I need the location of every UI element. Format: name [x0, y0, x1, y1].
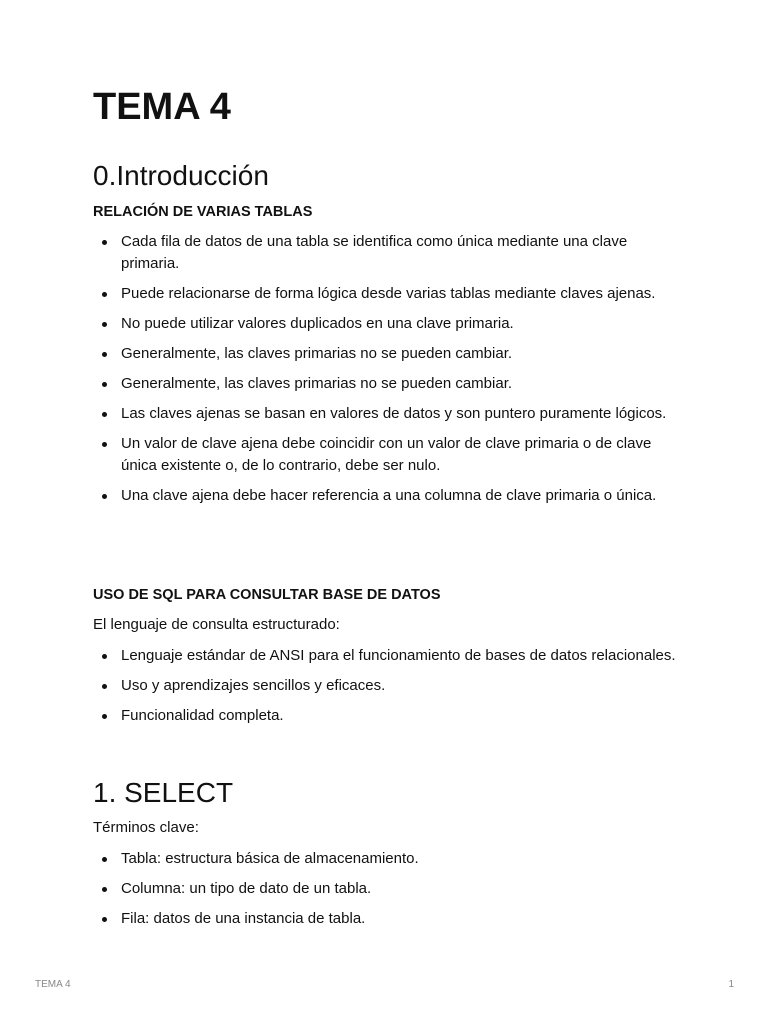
- bullet-icon: [102, 412, 107, 417]
- bullet-icon: [102, 654, 107, 659]
- list-item: Lenguaje estándar de ANSI para el funcionamiento de bases de datos relacionales.: [93, 645, 683, 667]
- list-item: Generalmente, las claves primarias no se pueden cambiar.: [93, 343, 683, 365]
- bullet-icon: [102, 857, 107, 862]
- subheading-uso-sql: USO DE SQL PARA CONSULTAR BASE DE DATOS: [93, 587, 441, 603]
- list-item: Tabla: estructura básica de almacenamiento.: [93, 848, 683, 870]
- bullet-icon: [102, 684, 107, 689]
- list-item: Una clave ajena debe hacer referencia a una columna de clave primaria o única.: [93, 485, 683, 507]
- bullet-icon: [102, 322, 107, 327]
- list-item: No puede utilizar valores duplicados en una clave primaria.: [93, 313, 683, 335]
- list-terminos-clave: [93, 848, 683, 938]
- bullet-icon: [102, 917, 107, 922]
- subheading-relacion-tablas: RELACIÓN DE VARIAS TABLAS: [93, 204, 313, 220]
- list-item: Fila: datos de una instancia de tabla.: [93, 908, 683, 930]
- list-item: Columna: un tipo de dato de un tabla.: [93, 878, 683, 900]
- footer-page-number: 1: [728, 979, 734, 990]
- list-item: Un valor de clave ajena debe coincidir con un valor de clave primaria o de clave única existente o, de lo contrario, debe ser nulo.: [93, 433, 683, 477]
- list-item: Puede relacionarse de forma lógica desde varias tablas mediante claves ajenas.: [93, 283, 683, 305]
- section-heading-select: 1. SELECT: [93, 777, 234, 808]
- bullet-icon: [102, 714, 107, 719]
- bullet-icon: [102, 887, 107, 892]
- bullet-icon: [102, 352, 107, 357]
- bullet-icon: [102, 240, 107, 245]
- section-heading-introduccion: 0.Introducción: [93, 160, 269, 191]
- list-lenguaje-consulta: [93, 645, 683, 735]
- bullet-icon: [102, 382, 107, 387]
- bullet-icon: [102, 442, 107, 447]
- list-relacion-tablas: [93, 231, 683, 515]
- bullet-icon: [102, 494, 107, 499]
- bullet-icon: [102, 292, 107, 297]
- footer-document-title: TEMA 4: [35, 979, 71, 990]
- list-item: Funcionalidad completa.: [93, 705, 683, 727]
- list-item: Las claves ajenas se basan en valores de datos y son puntero puramente lógicos.: [93, 403, 683, 425]
- list-item: Generalmente, las claves primarias no se pueden cambiar.: [93, 373, 683, 395]
- paragraph-terminos-clave: Términos clave:: [93, 819, 199, 836]
- page-title: TEMA 4: [93, 86, 231, 128]
- paragraph-lenguaje-consulta: El lenguaje de consulta estructurado:: [93, 616, 340, 633]
- list-item: Cada fila de datos de una tabla se identifica como única mediante una clave primaria.: [93, 231, 683, 275]
- list-item: Uso y aprendizajes sencillos y eficaces.: [93, 675, 683, 697]
